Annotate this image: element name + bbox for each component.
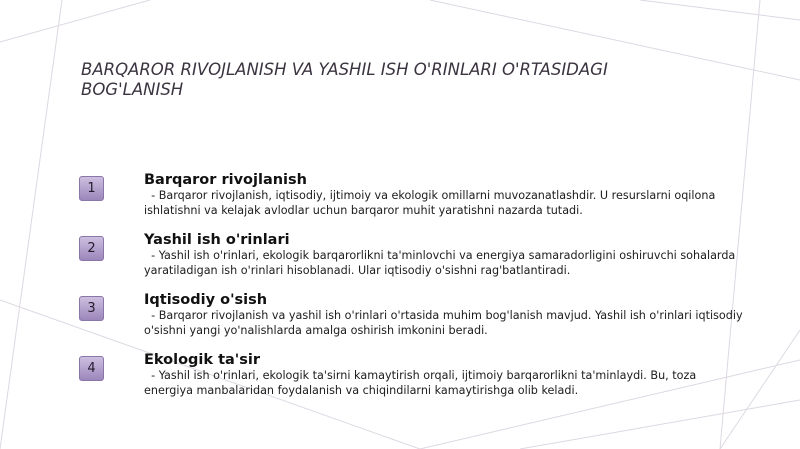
item-description: - Barqaror rivojlanish, iqtisodiy, ijtimoiy va ekologik omillarni muvozanatlashdir. U resurslarni oqilona ishlatishni va kelajak avlodlar uchun barqaror muhit yaratishni nazarda tutadi. bbox=[144, 189, 719, 217]
list-item bbox=[0, 172, 800, 232]
item-heading: Ekologik ta'sir bbox=[144, 352, 260, 368]
number-badge: 2 bbox=[79, 236, 104, 261]
page-title: BARQAROR RIVOJLANISH VA YASHIL ISH O'RINLARI O'RTASIDAGI BOG'LANISH bbox=[81, 60, 608, 99]
number-badge: 1 bbox=[79, 176, 104, 201]
list-item bbox=[0, 352, 800, 412]
list-item bbox=[0, 232, 800, 292]
item-heading: Iqtisodiy o'sish bbox=[144, 292, 268, 308]
item-description: - Yashil ish o'rinlari, ekologik ta'sirni kamaytirish orqali, ijtimoiy barqarorlikni ta'minlaydi. Bu, toza energiya manbalaridan foydalanish va chiqindilarni kamaytirishga olib keladi. bbox=[144, 369, 700, 397]
item-description: - Yashil ish o'rinlari, ekologik barqarorlikni ta'minlovchi va energiya samaradorligini oshiruvchi sohalarda yaratiladigan ish o'rinlari hisoblanadi. Ular iqtisodiy o'sishni rag'batlantiradi. bbox=[144, 249, 739, 277]
list-item bbox=[0, 292, 800, 352]
item-description: - Barqaror rivojlanish va yashil ish o'rinlari o'rtasida muhim bog'lanish mavjud. Yashil ish o'rinlari iqtisodiy o'sishni yangi yo'nalishlarda amalga oshirish imkonini beradi. bbox=[144, 309, 747, 337]
number-badge: 4 bbox=[79, 356, 104, 381]
number-badge: 3 bbox=[79, 296, 104, 321]
item-heading: Barqaror rivojlanish bbox=[144, 172, 307, 188]
item-heading: Yashil ish o'rinlari bbox=[144, 232, 290, 248]
